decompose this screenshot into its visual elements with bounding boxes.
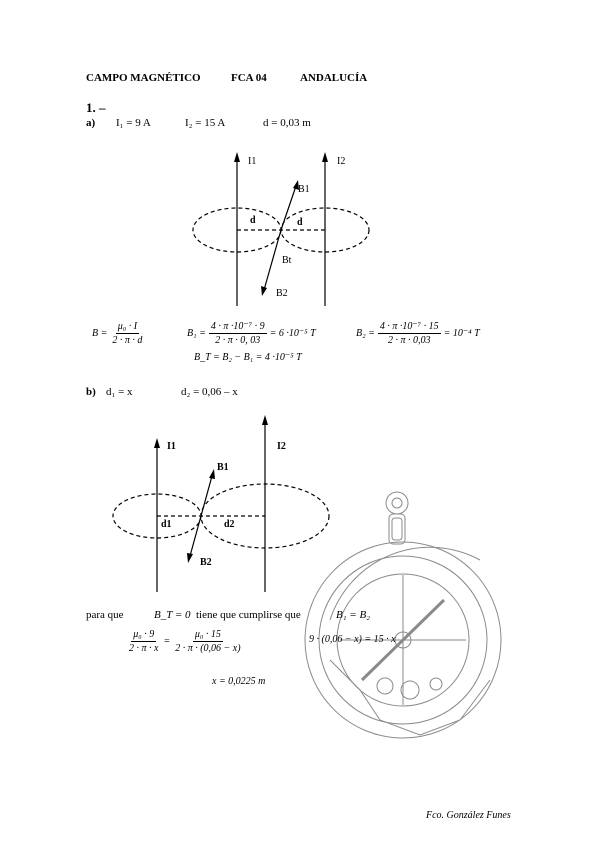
given-d: d = 0,03 m	[263, 117, 311, 129]
formula-b: B = $\frac{\text{μ₀ · I}}{2 \cdot \pi \cdot d}$	[92, 321, 143, 346]
given-d2: d₂ = 0,06 – x	[181, 386, 238, 398]
header-topic: CAMPO MAGNÉTICO	[86, 72, 201, 84]
condition-bt: B_T = 0	[154, 609, 191, 621]
equation-simplified: 9 · (0,06 − x) = 15 · x	[309, 634, 396, 645]
problem-number: 1. –	[86, 100, 106, 115]
diagram-a-bt: Bt	[282, 255, 292, 266]
footer-author: Fco. González Funes	[426, 810, 511, 821]
diagram-a-i2: I2	[337, 156, 346, 167]
result-x: x = 0,0225 m	[212, 676, 266, 687]
part-b-label: b)	[86, 386, 96, 398]
given-i2: I₂ = 15 A	[185, 117, 226, 129]
diagram-b-d1: d1	[161, 519, 172, 530]
diagram-b-i2: I2	[277, 441, 286, 452]
header-region: ANDALUCÍA	[300, 72, 368, 84]
diagram-b-b2: B2	[200, 557, 212, 568]
given-i1: I₁ = 9 A	[116, 117, 151, 129]
part-a-label: a)	[86, 117, 96, 129]
diagram-a-b1: B1	[298, 184, 310, 195]
diagram-b-b1: B1	[217, 462, 229, 473]
condition-eq: B₁ = B₂	[336, 609, 371, 621]
condition-mid: tiene que cumplirse que	[196, 609, 301, 621]
formula-bt: B_T = B₂ − B₁ = 4 ·10⁻⁵ T	[194, 352, 302, 363]
diagram-b-i1: I1	[167, 441, 176, 452]
diagram-a-b2: B2	[276, 288, 288, 299]
diagram-b-d2: d2	[224, 519, 235, 530]
equation-b1-b2: $\frac{\text{μ₀ · 9}}{2 \cdot \pi \cdot x}$ = $\frac{\text{μ₀ · 15}}{2 \cdot \pi \cdot (0,06 - x)}$	[129, 629, 241, 654]
diagram-a-d-right: d	[297, 217, 303, 228]
header-code: FCA 04	[231, 72, 267, 84]
diagram-a-d-left: d	[250, 215, 256, 226]
formula-b2: B₂ = $\frac{\text{4 · π ·10⁻⁷ · 15}}{2 \cdot \pi \cdot 0,03}$ = 10⁻⁴ T	[356, 321, 480, 346]
formula-b1: B₁ = $\frac{\text{4 · π ·10⁻⁷ · 9}}{2 \cdot \pi \cdot 0, 03}$ = 6 ·10⁻⁵ T	[187, 321, 316, 346]
diagram-a-i1: I1	[248, 156, 257, 167]
given-d1: d₁ = x	[106, 386, 133, 398]
condition-prefix: para que	[86, 609, 124, 621]
